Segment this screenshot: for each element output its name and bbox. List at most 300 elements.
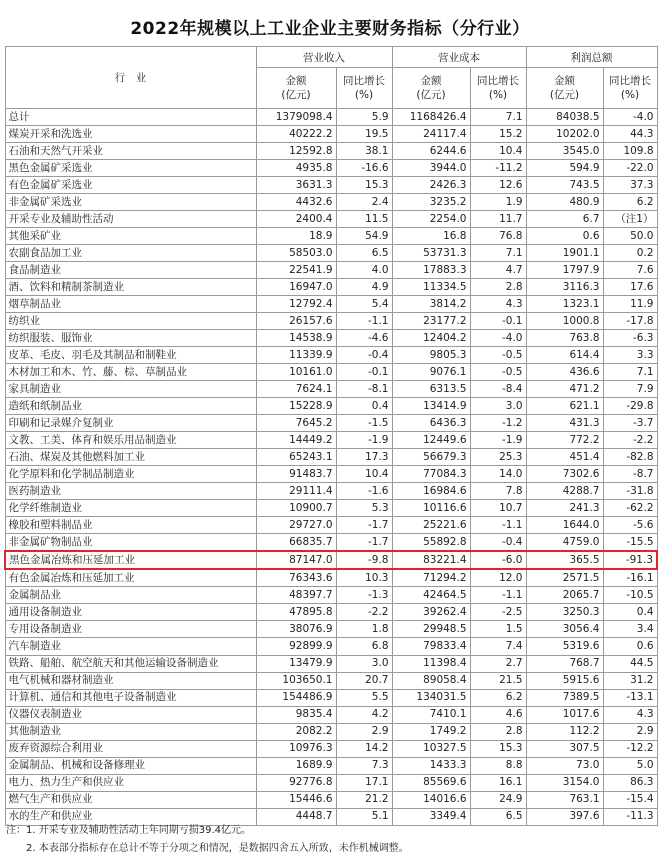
- rev-g-cell: -0.4: [336, 347, 392, 364]
- profit-cell: 3056.4: [526, 621, 603, 638]
- rev-cell: 12792.4: [256, 296, 336, 313]
- industry-name-cell: 黑色金属矿采选业: [5, 160, 256, 177]
- industry-name-cell: 印刷和记录媒介复制业: [5, 415, 256, 432]
- cost-cell: 14016.6: [392, 791, 470, 808]
- industry-name-cell: 非金属矿物制品业: [5, 534, 256, 552]
- rev-cell: 4432.6: [256, 194, 336, 211]
- cost-cell: 85569.6: [392, 774, 470, 791]
- table-row: [5, 621, 657, 638]
- profit-g-cell: 3.4: [603, 621, 657, 638]
- cost-g-cell: -1.1: [470, 517, 526, 534]
- profit-cell: 768.7: [526, 655, 603, 672]
- rev-g-cell: 19.5: [336, 126, 392, 143]
- profit-g-cell: -3.7: [603, 415, 657, 432]
- industry-name-cell: 化学纤维制造业: [5, 500, 256, 517]
- table-row: [5, 672, 657, 689]
- profit-cell: 763.8: [526, 330, 603, 347]
- cost-g-cell: -1.2: [470, 415, 526, 432]
- profit-g-cell: -10.5: [603, 587, 657, 604]
- profit-cell: 3250.3: [526, 604, 603, 621]
- cost-growth-header: 同比增长 (%): [470, 68, 526, 109]
- table-row: [5, 466, 657, 483]
- table-row: [5, 160, 657, 177]
- cost-g-cell: 3.0: [470, 398, 526, 415]
- cost-amount-header: 金额 (亿元): [392, 68, 470, 109]
- cost-g-cell: -0.1: [470, 313, 526, 330]
- cost-cell: 3349.4: [392, 808, 470, 825]
- industry-name-cell: 有色金属冶炼和压延加工业: [5, 569, 256, 587]
- cost-g-cell: 6.2: [470, 689, 526, 706]
- cost-g-cell: 7.8: [470, 483, 526, 500]
- table-row: [5, 364, 657, 381]
- revenue-growth-header: 同比增长 (%): [336, 68, 392, 109]
- cost-cell: 12449.6: [392, 432, 470, 449]
- industry-name-cell: 造纸和纸制品业: [5, 398, 256, 415]
- cost-g-cell: 4.6: [470, 706, 526, 723]
- rev-g-cell: 6.8: [336, 638, 392, 655]
- industry-name-cell: 金属制品业: [5, 587, 256, 604]
- profit-g-cell: 5.0: [603, 757, 657, 774]
- industry-name-cell: 纺织业: [5, 313, 256, 330]
- cost-cell: 16.8: [392, 228, 470, 245]
- table-row: [5, 143, 657, 160]
- profit-cell: 5915.6: [526, 672, 603, 689]
- rev-g-cell: 14.2: [336, 740, 392, 757]
- rev-g-cell: 1.8: [336, 621, 392, 638]
- profit-g-cell: -82.8: [603, 449, 657, 466]
- rev-g-cell: -2.2: [336, 604, 392, 621]
- table-row: [5, 262, 657, 279]
- industry-name-cell: 其他采矿业: [5, 228, 256, 245]
- rev-cell: 1689.9: [256, 757, 336, 774]
- cost-g-cell: 1.5: [470, 621, 526, 638]
- profit-g-cell: -8.7: [603, 466, 657, 483]
- rev-g-cell: 15.3: [336, 177, 392, 194]
- profit-g-cell: 50.0: [603, 228, 657, 245]
- cost-g-cell: 8.8: [470, 757, 526, 774]
- industry-name-cell: 铁路、船舶、航空航天和其他运输设备制造业: [5, 655, 256, 672]
- rev-cell: 91483.7: [256, 466, 336, 483]
- rev-g-cell: 5.9: [336, 109, 392, 126]
- cost-g-cell: 10.7: [470, 500, 526, 517]
- profit-g-cell: -62.2: [603, 500, 657, 517]
- rev-cell: 18.9: [256, 228, 336, 245]
- table-row: [5, 483, 657, 500]
- cost-g-cell: 2.8: [470, 279, 526, 296]
- industry-name-cell: 开采专业及辅助性活动: [5, 211, 256, 228]
- rev-g-cell: -1.7: [336, 517, 392, 534]
- rev-g-cell: 10.4: [336, 466, 392, 483]
- table-row: [5, 638, 657, 655]
- industry-name-cell: 橡胶和塑料制品业: [5, 517, 256, 534]
- cost-cell: 10116.6: [392, 500, 470, 517]
- cost-g-cell: 4.7: [470, 262, 526, 279]
- cost-g-cell: 25.3: [470, 449, 526, 466]
- rev-cell: 7624.1: [256, 381, 336, 398]
- rev-cell: 14538.9: [256, 330, 336, 347]
- industry-name-cell: 石油和天然气开采业: [5, 143, 256, 160]
- profit-g-cell: 11.9: [603, 296, 657, 313]
- profit-g-cell: 6.2: [603, 194, 657, 211]
- cost-cell: 71294.2: [392, 569, 470, 587]
- cost-cell: 23177.2: [392, 313, 470, 330]
- table-notes: [6, 822, 409, 858]
- industry-name-cell: 专用设备制造业: [5, 621, 256, 638]
- cost-g-cell: 12.6: [470, 177, 526, 194]
- rev-g-cell: -1.6: [336, 483, 392, 500]
- cost-cell: 9805.3: [392, 347, 470, 364]
- profit-g-cell: -22.0: [603, 160, 657, 177]
- industry-name-cell: 酒、饮料和精制茶制造业: [5, 279, 256, 296]
- cost-cell: 1168426.4: [392, 109, 470, 126]
- profit-g-cell: 109.8: [603, 143, 657, 160]
- profit-g-cell: 17.6: [603, 279, 657, 296]
- rev-g-cell: 21.2: [336, 791, 392, 808]
- profit-g-cell: -16.1: [603, 569, 657, 587]
- rev-g-cell: 54.9: [336, 228, 392, 245]
- industry-name-cell: 皮革、毛皮、羽毛及其制品和制鞋业: [5, 347, 256, 364]
- industry-name-cell: 家具制造业: [5, 381, 256, 398]
- financial-indicators-table: [4, 46, 658, 826]
- profit-cell: 1323.1: [526, 296, 603, 313]
- industry-name-cell: 化学原料和化学制品制造业: [5, 466, 256, 483]
- cost-g-cell: 4.3: [470, 296, 526, 313]
- rev-g-cell: 6.5: [336, 245, 392, 262]
- rev-cell: 2400.4: [256, 211, 336, 228]
- rev-cell: 48397.7: [256, 587, 336, 604]
- table-row: [5, 381, 657, 398]
- profit-cell: 307.5: [526, 740, 603, 757]
- rev-cell: 12592.8: [256, 143, 336, 160]
- profit-cell: 614.4: [526, 347, 603, 364]
- cost-g-cell: 2.8: [470, 723, 526, 740]
- cost-g-cell: 16.1: [470, 774, 526, 791]
- industry-name-cell: 有色金属矿采选业: [5, 177, 256, 194]
- cost-g-cell: 6.5: [470, 808, 526, 825]
- cost-g-cell: 76.8: [470, 228, 526, 245]
- rev-cell: 10161.0: [256, 364, 336, 381]
- rev-cell: 1379098.4: [256, 109, 336, 126]
- cost-cell: 89058.4: [392, 672, 470, 689]
- cost-cell: 10327.5: [392, 740, 470, 757]
- table-row: [5, 706, 657, 723]
- profit-g-cell: 0.2: [603, 245, 657, 262]
- revenue-header: 营业收入: [256, 47, 392, 68]
- table-body: [5, 109, 657, 826]
- table-row: [5, 517, 657, 534]
- rev-g-cell: 3.0: [336, 655, 392, 672]
- rev-cell: 14449.2: [256, 432, 336, 449]
- industry-name-cell: 金属制品、机械和设备修理业: [5, 757, 256, 774]
- profit-g-cell: -11.3: [603, 808, 657, 825]
- table-row: [5, 774, 657, 791]
- cost-g-cell: -0.5: [470, 364, 526, 381]
- note-1: 注：1. 开采专业及辅助性活动上年同期亏损39.4亿元。: [6, 825, 251, 836]
- table-row: [5, 604, 657, 621]
- rev-cell: 76343.6: [256, 569, 336, 587]
- cost-g-cell: 14.0: [470, 466, 526, 483]
- rev-cell: 10900.7: [256, 500, 336, 517]
- industry-name-cell: 非金属矿采选业: [5, 194, 256, 211]
- cost-cell: 13414.9: [392, 398, 470, 415]
- rev-cell: 29111.4: [256, 483, 336, 500]
- industry-name-cell: 文教、工美、体育和娱乐用品制造业: [5, 432, 256, 449]
- rev-g-cell: -1.3: [336, 587, 392, 604]
- rev-g-cell: 2.9: [336, 723, 392, 740]
- table-row: [5, 449, 657, 466]
- table-row: [5, 313, 657, 330]
- cost-cell: 6436.3: [392, 415, 470, 432]
- table-row: [5, 587, 657, 604]
- rev-cell: 66835.7: [256, 534, 336, 552]
- cost-g-cell: -2.5: [470, 604, 526, 621]
- profit-g-cell: -29.8: [603, 398, 657, 415]
- profit-cell: 594.9: [526, 160, 603, 177]
- rev-g-cell: -1.9: [336, 432, 392, 449]
- rev-g-cell: -1.1: [336, 313, 392, 330]
- table-row: [5, 569, 657, 587]
- profit-amount-header: 金额 (亿元): [526, 68, 603, 109]
- industry-name-cell: 其他制造业: [5, 723, 256, 740]
- rev-g-cell: -1.5: [336, 415, 392, 432]
- table-row: [5, 432, 657, 449]
- cost-cell: 42464.5: [392, 587, 470, 604]
- rev-cell: 7645.2: [256, 415, 336, 432]
- profit-g-cell: -15.4: [603, 791, 657, 808]
- rev-cell: 15446.6: [256, 791, 336, 808]
- profit-g-cell: 7.1: [603, 364, 657, 381]
- rev-cell: 40222.2: [256, 126, 336, 143]
- cost-cell: 77084.3: [392, 466, 470, 483]
- cost-g-cell: -4.0: [470, 330, 526, 347]
- industry-name-cell: 燃气生产和供应业: [5, 791, 256, 808]
- profit-cell: 365.5: [526, 551, 603, 569]
- rev-cell: 92776.8: [256, 774, 336, 791]
- rev-cell: 58503.0: [256, 245, 336, 262]
- revenue-amount-header: 金额 (亿元): [256, 68, 336, 109]
- cost-g-cell: -8.4: [470, 381, 526, 398]
- cost-cell: 83221.4: [392, 551, 470, 569]
- cost-cell: 3235.2: [392, 194, 470, 211]
- rev-cell: 13479.9: [256, 655, 336, 672]
- cost-cell: 17883.3: [392, 262, 470, 279]
- cost-cell: 9076.1: [392, 364, 470, 381]
- profit-g-cell: 0.6: [603, 638, 657, 655]
- industry-name-cell: 电气机械和器材制造业: [5, 672, 256, 689]
- profit-g-cell: 7.6: [603, 262, 657, 279]
- profit-g-cell: 0.4: [603, 604, 657, 621]
- industry-name-cell: 纺织服装、服饰业: [5, 330, 256, 347]
- note-2: 2. 本表部分指标存在总计不等于分项之和情况，是数据四舍五入所致，未作机械调整。: [6, 843, 409, 854]
- profit-cell: 2065.7: [526, 587, 603, 604]
- rev-cell: 10976.3: [256, 740, 336, 757]
- cost-cell: 11334.5: [392, 279, 470, 296]
- rev-cell: 22541.9: [256, 262, 336, 279]
- rev-cell: 9835.4: [256, 706, 336, 723]
- rev-cell: 87147.0: [256, 551, 336, 569]
- profit-g-cell: -5.6: [603, 517, 657, 534]
- profit-cell: 4759.0: [526, 534, 603, 552]
- industry-name-cell: 总计: [5, 109, 256, 126]
- profit-g-cell: -17.8: [603, 313, 657, 330]
- profit-cell: 7389.5: [526, 689, 603, 706]
- rev-g-cell: -9.8: [336, 551, 392, 569]
- cost-cell: 53731.3: [392, 245, 470, 262]
- industry-name-cell: 计算机、通信和其他电子设备制造业: [5, 689, 256, 706]
- profit-header: 利润总额: [526, 47, 657, 68]
- industry-name-cell: 通用设备制造业: [5, 604, 256, 621]
- industry-header: 行 业: [5, 47, 256, 109]
- table-row: [5, 279, 657, 296]
- cost-g-cell: 2.7: [470, 655, 526, 672]
- rev-g-cell: 2.4: [336, 194, 392, 211]
- rev-g-cell: 17.3: [336, 449, 392, 466]
- rev-cell: 3631.3: [256, 177, 336, 194]
- profit-g-cell: 44.5: [603, 655, 657, 672]
- table-row: [5, 126, 657, 143]
- table-row: [5, 655, 657, 672]
- rev-cell: 29727.0: [256, 517, 336, 534]
- cost-g-cell: 24.9: [470, 791, 526, 808]
- profit-cell: 4288.7: [526, 483, 603, 500]
- rev-g-cell: 10.3: [336, 569, 392, 587]
- profit-cell: 7302.6: [526, 466, 603, 483]
- profit-g-cell: 31.2: [603, 672, 657, 689]
- industry-name-cell: 木材加工和木、竹、藤、棕、草制品业: [5, 364, 256, 381]
- rev-g-cell: 4.9: [336, 279, 392, 296]
- profit-g-cell: -2.2: [603, 432, 657, 449]
- cost-g-cell: -0.5: [470, 347, 526, 364]
- profit-cell: 241.3: [526, 500, 603, 517]
- rev-g-cell: 38.1: [336, 143, 392, 160]
- table-row: [5, 177, 657, 194]
- industry-name-cell: 水的生产和供应业: [5, 808, 256, 825]
- cost-g-cell: 7.4: [470, 638, 526, 655]
- profit-cell: 3116.3: [526, 279, 603, 296]
- rev-cell: 47895.8: [256, 604, 336, 621]
- profit-g-cell: 4.3: [603, 706, 657, 723]
- profit-cell: 772.2: [526, 432, 603, 449]
- cost-g-cell: 7.1: [470, 109, 526, 126]
- profit-cell: 471.2: [526, 381, 603, 398]
- cost-cell: 25221.6: [392, 517, 470, 534]
- rev-g-cell: 11.5: [336, 211, 392, 228]
- cost-g-cell: 11.7: [470, 211, 526, 228]
- profit-g-cell: 3.3: [603, 347, 657, 364]
- cost-cell: 6313.5: [392, 381, 470, 398]
- table-row: [5, 194, 657, 211]
- industry-name-cell: 食品制造业: [5, 262, 256, 279]
- cost-cell: 6244.6: [392, 143, 470, 160]
- industry-name-cell: 电力、热力生产和供应业: [5, 774, 256, 791]
- table-row: [5, 689, 657, 706]
- rev-cell: 4935.8: [256, 160, 336, 177]
- profit-growth-header: 同比增长 (%): [603, 68, 657, 109]
- cost-g-cell: 21.5: [470, 672, 526, 689]
- profit-cell: 3545.0: [526, 143, 603, 160]
- rev-cell: 2082.2: [256, 723, 336, 740]
- industry-name-cell: 汽车制造业: [5, 638, 256, 655]
- table-row: [5, 228, 657, 245]
- rev-g-cell: 5.4: [336, 296, 392, 313]
- profit-g-cell: 86.3: [603, 774, 657, 791]
- cost-cell: 55892.8: [392, 534, 470, 552]
- profit-cell: 5319.6: [526, 638, 603, 655]
- cost-cell: 3814.2: [392, 296, 470, 313]
- cost-header: 营业成本: [392, 47, 526, 68]
- profit-cell: 112.2: [526, 723, 603, 740]
- cost-g-cell: 15.2: [470, 126, 526, 143]
- profit-cell: 621.1: [526, 398, 603, 415]
- rev-g-cell: 4.0: [336, 262, 392, 279]
- table-row: [5, 740, 657, 757]
- cost-cell: 3944.0: [392, 160, 470, 177]
- cost-g-cell: 7.1: [470, 245, 526, 262]
- rev-cell: 38076.9: [256, 621, 336, 638]
- profit-cell: 743.5: [526, 177, 603, 194]
- industry-name-cell: 石油、煤炭及其他燃料加工业: [5, 449, 256, 466]
- cost-cell: 1433.3: [392, 757, 470, 774]
- profit-cell: 0.6: [526, 228, 603, 245]
- profit-cell: 1797.9: [526, 262, 603, 279]
- profit-cell: 480.9: [526, 194, 603, 211]
- cost-cell: 2426.3: [392, 177, 470, 194]
- rev-cell: 154486.9: [256, 689, 336, 706]
- profit-g-cell: 37.3: [603, 177, 657, 194]
- profit-g-cell: -12.2: [603, 740, 657, 757]
- table-row: [5, 398, 657, 415]
- rev-cell: 11339.9: [256, 347, 336, 364]
- cost-cell: 12404.2: [392, 330, 470, 347]
- profit-cell: 1901.1: [526, 245, 603, 262]
- table-row: [5, 347, 657, 364]
- rev-cell: 15228.9: [256, 398, 336, 415]
- rev-g-cell: 5.3: [336, 500, 392, 517]
- profit-g-cell: 7.9: [603, 381, 657, 398]
- rev-cell: 103650.1: [256, 672, 336, 689]
- rev-g-cell: 4.2: [336, 706, 392, 723]
- rev-g-cell: 7.3: [336, 757, 392, 774]
- cost-cell: 11398.4: [392, 655, 470, 672]
- table-row: [5, 211, 657, 228]
- profit-g-cell: -31.8: [603, 483, 657, 500]
- cost-g-cell: -1.1: [470, 587, 526, 604]
- table-row: [5, 245, 657, 262]
- cost-cell: 56679.3: [392, 449, 470, 466]
- table-row: [5, 415, 657, 432]
- table-row: [5, 551, 657, 569]
- profit-cell: 431.3: [526, 415, 603, 432]
- cost-g-cell: 12.0: [470, 569, 526, 587]
- cost-g-cell: -11.2: [470, 160, 526, 177]
- profit-cell: 73.0: [526, 757, 603, 774]
- profit-cell: 1000.8: [526, 313, 603, 330]
- profit-g-cell: 44.3: [603, 126, 657, 143]
- table-row: [5, 757, 657, 774]
- rev-g-cell: 20.7: [336, 672, 392, 689]
- table-row: [5, 330, 657, 347]
- table-row: [5, 500, 657, 517]
- industry-name-cell: 黑色金属冶炼和压延加工业: [5, 551, 256, 569]
- rev-g-cell: -0.1: [336, 364, 392, 381]
- industry-name-cell: 废弃资源综合利用业: [5, 740, 256, 757]
- cost-g-cell: 15.3: [470, 740, 526, 757]
- profit-g-cell: -15.5: [603, 534, 657, 552]
- cost-cell: 1749.2: [392, 723, 470, 740]
- profit-cell: 10202.0: [526, 126, 603, 143]
- rev-g-cell: -8.1: [336, 381, 392, 398]
- cost-g-cell: -6.0: [470, 551, 526, 569]
